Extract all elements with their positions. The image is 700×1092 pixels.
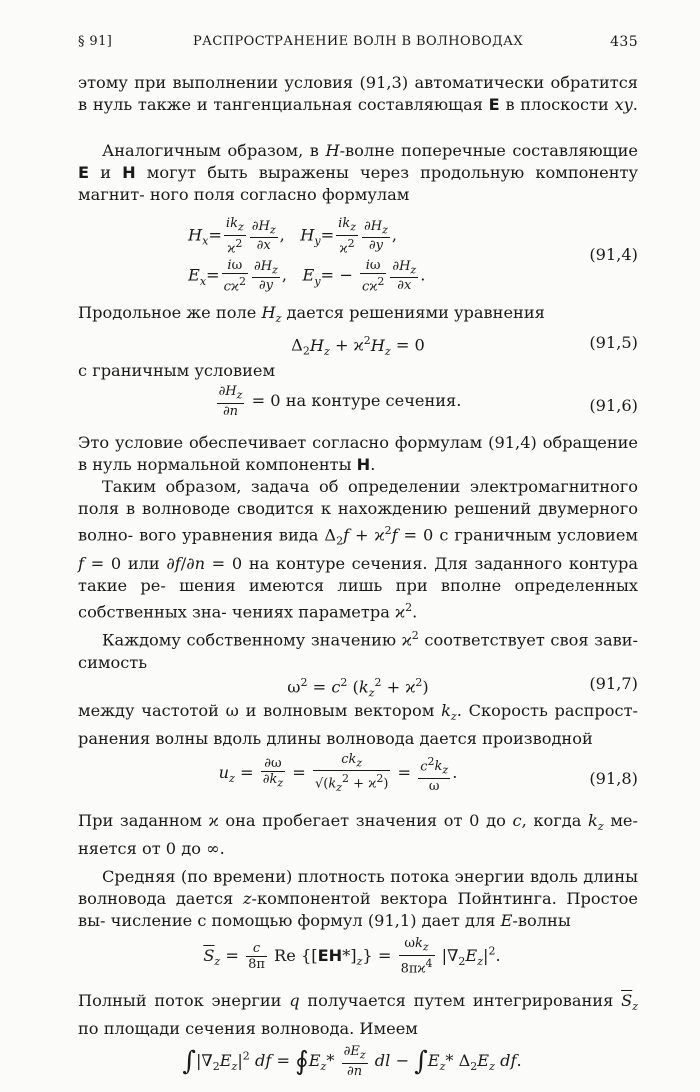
page-body [78, 72, 638, 1092]
equation-91-5: $\Delta_2H_z + ϰ^2H_z = 0$ (91,5) [291, 333, 638, 358]
equation-flux-integral: $\int|\nabla_2E_z|^2$ df = $∮E_z*$ $\frac{\partial E_z}{\partial n}$ dl − $\int E_z*$ $\Delta_2E_z$ df. [182, 1044, 522, 1079]
paragraph-10: Средняя (по времени) плотность потока энергии вдоль длины волновода дается z-компонентой вектора Пойнтинга. Простое вы- числение с помощью формул (91,1) дает для E-волны [78, 867, 639, 931]
section-marker: § 91] [78, 34, 113, 49]
equation-91-4: $H_x=$ $\frac{ik_z}{ϰ^2}$ $\frac{\partial H_z}{\partial x}$ , $H_y=$ $\frac{ik_z}{ϰ^2}$ $\frac{\partial H_z}{\partial y}$ , $E_x=$ $\frac{i\omega}{cϰ^2}$ $\frac{\partial H_z}{\partial y}$ , $E_y=$ − $\frac{i\omega}{cϰ^2}$ $\frac{\partial H_z}{\partial x}$ . (91,4) [188, 216, 638, 295]
paragraph-3: Продольное же поле $H_z$ дается решениями уравнения [78, 303, 545, 326]
paragraph-9: При заданном ϰ она пробегает значения от 0 до c, когда $k_z$ ме- няется от 0 до ∞. [78, 810, 638, 859]
running-title: РАСПРОСТРАНЕНИЕ ВОЛН В ВОЛНОВОДАХ [193, 34, 523, 49]
equation-number: (91,5) [589, 333, 638, 353]
equation-91-6: $\frac{\partial H_z}{\partial n}$ = 0 на контуре сечения. (91,6) [218, 384, 638, 419]
paragraph-2: Аналогичным образом, в H-волне поперечные составляющие E и H могут быть выражены через продольную компоненту магнит- ного поля согласно формулам [78, 141, 638, 204]
paragraph-6: Таким образом, задача об определении электромагнитного поля в волноводе сводится к нахождению решений двумерного волно- вого уравнения вида $\Delta_2f + ϰ^2f = 0$ с граничным условием f = 0 или ∂f/∂n = 0 на контуре сечения. Для заданного контура такие ре- шения имеются лишь при вполне определенных собственных зна- чениях параметра $ϰ^2$. [78, 477, 638, 622]
paragraph-1: этому при выполнении условия (91,3) автоматически обратится в нуль также и тангенциальная составляющая E в плоскости xy. [78, 73, 638, 114]
equation-91-8: $u_z$ = $\frac{\partial\omega}{\partial k_z}$ = $\frac{ck_z}{√(k_z^2 + ϰ^2)}$ = $\frac{c^2k_z}{\omega}$ . (91,8) [218, 751, 638, 795]
paragraph-7: Каждому собственному значению $ϰ^2$ соответствует своя зави- симость [78, 629, 638, 672]
running-header [78, 34, 638, 54]
paragraph-8: между частотой ω и волновым вектором $k_z$. Скорость распрост- ранения волны вдоль длины волновода дается производной [78, 700, 638, 748]
equation-number: (91,6) [589, 396, 638, 416]
paragraph-5: Это условие обеспечивает согласно формулам (91,4) обращение в нуль нормальной компоненты H. [78, 433, 638, 475]
equation-number: (91,7) [589, 673, 638, 693]
equation-91-7: $\omega^2 = c^2$ $(k_z^2 + ϰ^2)$ (91,7) [287, 673, 638, 700]
equation-poynting: $\overline{S}_z$ = $\frac{c}{8\pi}$ Re $\{[EH*]_z\}$ = $\frac{\omega k_z}{8\pi ϰ^4}$ $|\nabla_2E_z|^2$. [203, 936, 501, 977]
equation-number: (91,4) [589, 245, 638, 264]
paragraph-4: с граничным условием [78, 361, 276, 381]
paragraph-11: Полный поток энергии q получается путем интегрирования $\overline{S}_z$ по площади сечения волновода. Имеем [78, 991, 638, 1039]
page-number: 435 [610, 34, 638, 50]
equation-number: (91,8) [589, 768, 638, 788]
